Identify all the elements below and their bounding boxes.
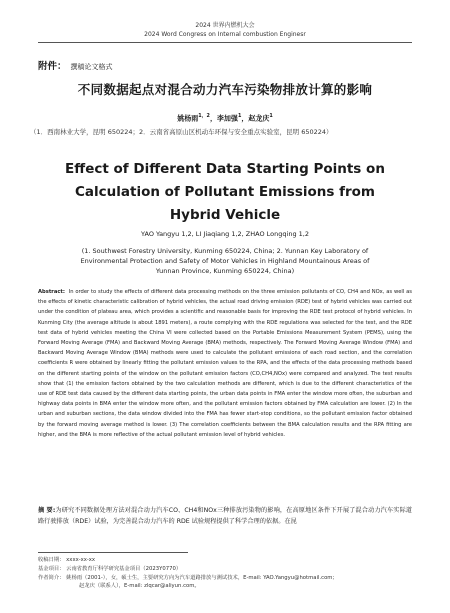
author-3: ，赵龙庆 bbox=[241, 114, 270, 123]
footnote-corresponding: 赵龙庆（联系人），E-mail: zlqcar@aliyun.com。 bbox=[79, 583, 200, 590]
footnotes bbox=[38, 556, 418, 591]
footnote-author-intro: 作者简介： 姚杨雨（2001-），女，硕士生，主要研究方向为汽车道路排放与测试技术，E-mail: YAO.Yangyu@hotmail.com; bbox=[38, 574, 335, 581]
footnote-received: 收稿日期： xxxx-xx-xx bbox=[38, 557, 96, 563]
attachment-label-text: 附件： bbox=[38, 61, 67, 72]
chinese-authors bbox=[0, 112, 450, 123]
english-authors: YAO Yangyu 1,2, LI Jiaqiang 1,2, ZHAO Longqing 1,2 bbox=[141, 230, 309, 238]
author-3-sup: 1 bbox=[269, 113, 273, 119]
conference-name-en: 2024 Word Congress on Internal combustion Enginesr bbox=[144, 31, 306, 38]
header-rule bbox=[38, 42, 412, 43]
footnote-fund: 基金项目： 云南省教育厅科学研究基金项目（2023Y0770） bbox=[38, 565, 182, 572]
abstract-label: Abstract: bbox=[38, 289, 65, 295]
author-2: ，李加强 bbox=[209, 114, 238, 123]
attachment-label bbox=[38, 58, 113, 72]
footnote-rule bbox=[38, 552, 188, 553]
abstract-text: In order to study the effects of different data processing methods on the three emission pollutants of CO, CH4 and NOx, as well as the effects of kinetic characteristic calibration of hybrid vehicles, the actual road driving emission (RDE) test of hybrid vehicles was carried out under the condition of plateau area, which provides a scientific and reasonable basis for improving the RDE test protocol of hybrid vehicles. In Kunming City (the average altitude is about 1891 meters), a route complying with the RDE regulations was selected for the test, and the RDE test data of hybrid vehicles meeting the China VI were collected based on the Portable Emissions Measurement System (PEMS), using the Forward Moving Average (FMA) and Backward Moving Average (BMA) methods, respectively. The Forward Moving Average Window (FMA) and Backward Moving Average Window (BMA) methods were used to calculate the pollutant emissions of each road section, and the correlation coefficients R were obtained by linearly fitting the pollutant emission values to the RPA, and the effects of the data processing methods based on the different starting points of the window on the pollutant emission factors (CO,CH4,NOx) were compared and analyzed. The test results show that (1) the emission factors obtained by the two calculation methods are different, which is due to the different characteristics of the use of RDE test data caused by the different data starting points, the urban data points in FMA enter the window more often, the suburban and highway data points in BMA enter the window more often, and the pollutant emission factors obtained by FMA calculation are lower. (2) In the urban and suburban sections, the data window divided into the FMA has fewer start-stop conditions, so the pollutant emission factor obtained by the forward moving average method is lower. (3) The correlation coefficients between the BMA calculation results and the RPA fitting are higher, and the BMA is more reflective of the actual pollutant emission level of hybrid vehicles. bbox=[38, 289, 412, 438]
english-title: Effect of Different Data Starting Points on Calculation of Pollutant Emissions from Hybrid Vehicle bbox=[65, 161, 385, 223]
chinese-title: 不同数据起点对混合动力汽车污染物排放计算的影响 bbox=[77, 82, 373, 97]
english-abstract bbox=[38, 287, 412, 440]
chinese-abstract bbox=[38, 505, 412, 527]
conference-name-zh: 2024 世界内燃机大会 bbox=[195, 22, 255, 29]
chinese-affiliation: （1．西南林业大学，昆明 650224；2．云南省高原山区机动车环保与安全重点实验室，昆明 650224） bbox=[30, 128, 333, 136]
chinese-abstract-text: 为研究不同数据处理方法对混合动力汽车CO、CH4和NOx三种排放污染物的影响，在高原地区条件下开展了混合动力汽车实际道路行驶排放（RDE）试验，为完善混合动力汽车的 RDE 试验规程提供了科学合理的依据。在昆 bbox=[38, 507, 412, 525]
author-1: 姚杨雨 bbox=[177, 114, 199, 123]
author-1-sup: 1，2 bbox=[198, 113, 210, 119]
english-affiliation: (1. Southwest Forestry University, Kunming 650224, China; 2. Yunnan Key Laboratory of Environmental Protection and Safety of Motor Vehicles in Highland Mountainous Areas of Yunnan Province, Kunming 650224, China) bbox=[80, 247, 370, 275]
chinese-abstract-label: 摘 要: bbox=[38, 507, 56, 514]
attachment-subtitle: 撰稿论文格式 bbox=[70, 63, 113, 71]
author-2-sup: 1 bbox=[237, 113, 242, 119]
